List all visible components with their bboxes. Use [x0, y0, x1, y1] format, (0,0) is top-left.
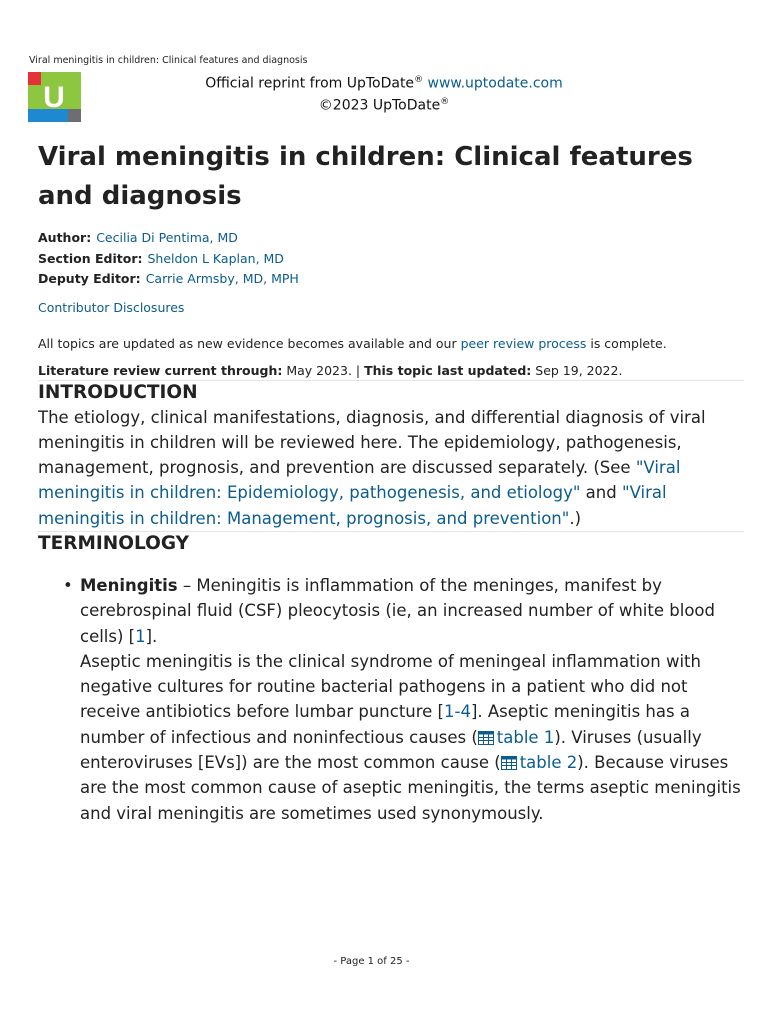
terminology-list: [38, 573, 744, 649]
svg-text:U: U: [43, 81, 65, 114]
contributor-disclosures-link[interactable]: Contributor Disclosures: [38, 299, 185, 315]
term-meningitis: Meningitis: [80, 575, 178, 595]
aseptic-meningitis-paragraph: [38, 649, 744, 826]
table-1-label: table 1: [496, 727, 555, 747]
definition-end: ].: [145, 626, 158, 646]
introduction-heading: INTRODUCTION: [38, 381, 198, 403]
author-label: Author:: [38, 230, 92, 245]
registered-mark: ®: [440, 96, 450, 107]
deputy-editor-link[interactable]: Carrie Armsby, MD, MPH: [145, 271, 299, 286]
aseptic-text-3: ). Viruses (usually enteroviruses [EVs]) are the most common cause (: [80, 727, 702, 773]
table-icon: [478, 731, 494, 745]
deputy-editor-label: Deputy Editor:: [38, 271, 141, 286]
management-topic-link[interactable]: "Viral meningitis in children: Management, prognosis, and prevention": [38, 483, 667, 528]
list-item: [38, 573, 744, 649]
table-2-link[interactable]: [501, 753, 578, 772]
registered-mark: ®: [414, 75, 424, 85]
notice-text: All topics are updated as new evidence becomes available and our: [38, 335, 461, 351]
section-editor-link[interactable]: Sheldon L Kaplan, MD: [147, 250, 284, 266]
terminology-heading: TERMINOLOGY: [38, 532, 190, 554]
section-editor-row: [38, 249, 744, 270]
lit-review-date: May 2023.: [282, 362, 352, 378]
meningitis-definition: [80, 573, 744, 649]
aseptic-text-4: ). Because viruses are the most common cause of aseptic meningitis, the terms aseptic meningitis and viral meningitis are sometimes used synonymously.: [80, 753, 741, 823]
lit-review-label: Literature review current through:: [38, 362, 283, 378]
article-title: Viral meningitis in children: Clinical features and diagnosis: [38, 142, 693, 211]
page-footer: - Page 1 of 25 -: [333, 956, 410, 967]
notice-text-end: is complete.: [586, 335, 667, 351]
reference-link-1-4[interactable]: 1-4: [444, 702, 471, 722]
section-editor-label: Section Editor:: [38, 250, 143, 266]
author-block: [38, 228, 744, 290]
reprint-text: Official reprint from UpToDate: [205, 75, 415, 92]
uptodate-url-link[interactable]: www.uptodate.com: [427, 75, 563, 92]
reference-link-1[interactable]: 1: [135, 626, 146, 646]
author-row: [38, 228, 744, 249]
table-1-link[interactable]: [478, 728, 555, 747]
running-head: Viral meningitis in children: Clinical features and diagnosis: [29, 55, 308, 66]
aseptic-text-2: ]. Aseptic meningitis has a number of infectious and noninfectious causes (: [80, 702, 690, 747]
epidemiology-topic-link[interactable]: "Viral meningitis in children: Epidemiology, pathogenesis, and etiology": [38, 458, 681, 503]
deputy-editor-row: [38, 269, 744, 290]
introduction-paragraph: [38, 405, 744, 531]
reprint-header: [0, 71, 768, 114]
table-2-label: table 2: [519, 753, 578, 773]
article-content: [38, 138, 744, 826]
intro-text-end: .): [569, 508, 582, 528]
last-updated-label: This topic last updated:: [364, 362, 532, 378]
divider: |: [351, 362, 365, 378]
review-dates: [38, 362, 744, 380]
author-link[interactable]: Cecilia Di Pentima, MD: [96, 230, 238, 245]
copyright-text: ©2023 UpToDate: [318, 97, 441, 114]
bullet: •: [63, 575, 73, 595]
table-icon: [501, 756, 517, 770]
intro-text-and: and: [580, 483, 622, 503]
last-updated-date: Sep 19, 2022.: [531, 362, 623, 378]
aseptic-text: Aseptic meningitis is the clinical syndrome of meningeal inflammation with negative cultures for routine bacterial pathogens in a patient who did not receive antibiotics before lumbar puncture [: [80, 651, 701, 722]
peer-review-link[interactable]: peer review process: [460, 335, 587, 351]
update-notice: [38, 335, 744, 353]
intro-text: The etiology, clinical manifestations, diagnosis, and differential diagnosis of viral meningitis in children will be reviewed here. The epidemiology, pathogenesis, management, prognosis, and prevention are discussed separately. (See: [38, 407, 706, 478]
definition-text: – Meningitis is inflammation of the meninges, manifest by cerebrospinal fluid (CSF) pleocytosis (ie, an increased number of white blood cells) [: [80, 575, 715, 646]
